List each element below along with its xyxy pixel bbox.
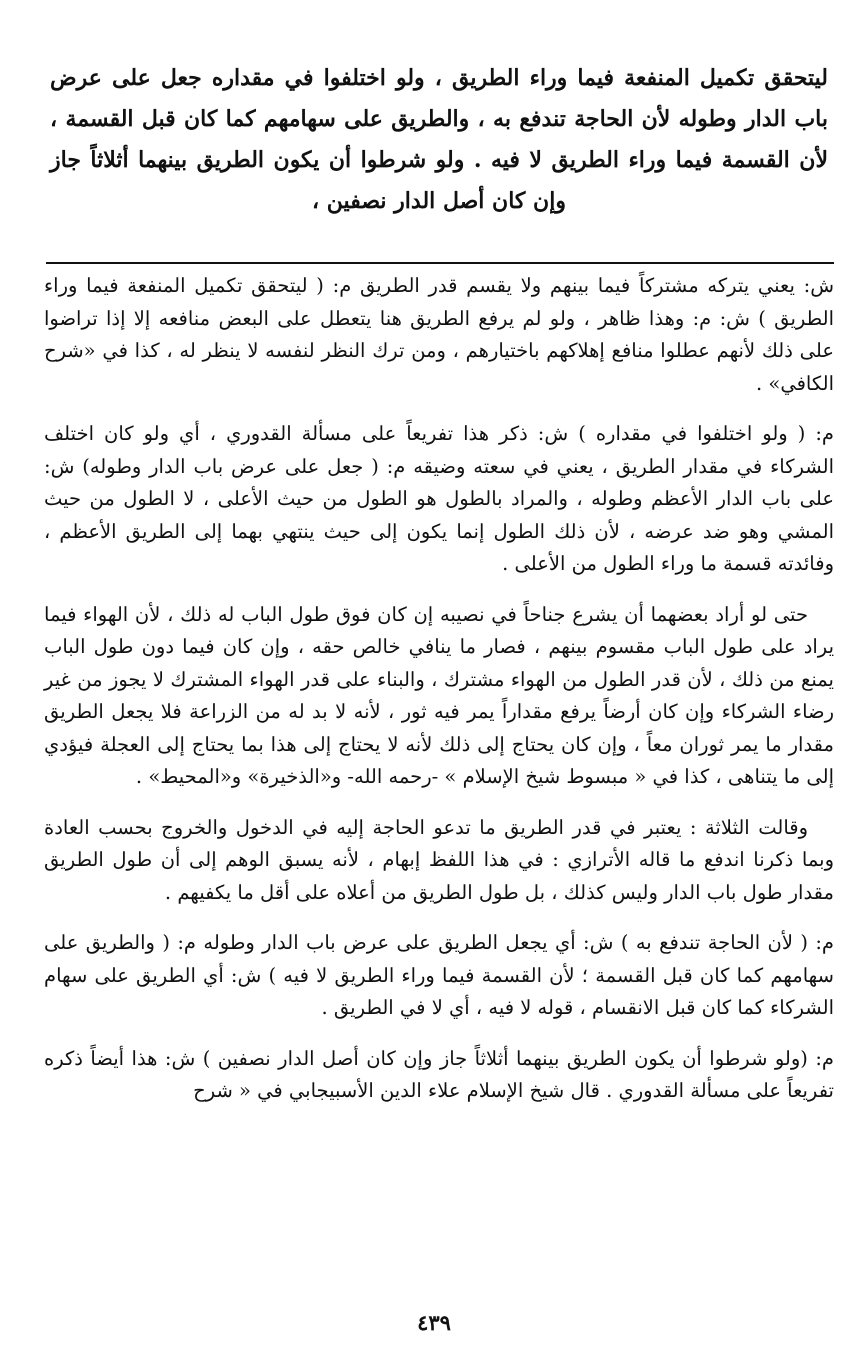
commentary-paragraph-6: م: (ولو شرطوا أن يكون الطريق بينهما أثلاثاً جاز وإن كان أصل الدار نصفين ) ش: هذا أيضاً ذكره تفريعاً على مسألة القدوري . قال شيخ الإسلام علاء الدين الأسبيجابي في « شرح (44, 1046, 834, 1102)
commentary-paragraph-2: م: ( ولو اختلفوا في مقداره ) ش: ذكر هذا تفريعاً على مسألة القدوري ، أي ولو كان اختلف الشركاء في مقدار الطريق ، يعني في سعته وضيقه م: ( جعل على عرض باب الدار وطوله) ش: على باب الدار الأعظم وطوله ، والمراد بالطول هو الطول من حيث الأعلى ، لا الطول من حيث المشي وهو ضد عرضه ، لأن ذلك الطول إنما يكون إلى حيث ينتهي بهما إلى الطريق الأعظم ، وفائدته قسمة ما وراء الطول من الأعلى . (44, 422, 834, 575)
page-number: ٤٣٩ (417, 1310, 451, 1335)
commentary (44, 270, 834, 1126)
separator-line (46, 262, 834, 264)
commentary-paragraph-1: ش: يعني يتركه مشتركاً فيما بينهم ولا يقسم قدر الطريق م: ( ليتحقق تكميل المنفعة فيما وراء الطريق ) ش: م: وهذا ظاهر ، ولو لم يرفع الطريق هنا يتعطل على البعض منافعه إلا إذا تراضوا على ذلك لأنهم عطلوا منافع إهلاكهم باختيارهم ، ومن ترك النظر لنفسه لا ينظر له ، كذا في «شرح الكافي» . (44, 274, 834, 395)
commentary-paragraph-3: حتى لو أراد بعضهما أن يشرع جناحاً في نصيبه إن كان فوق طول الباب له ذلك ، لأن الهواء فيما يراد على طول الباب مقسوم بينهم ، فصار ما ينافي خالص حقه ، وإن كان فيما دون طول الباب يمنع من ذلك ، لأن قدر الطول من الهواء مشترك ، والبناء على قدر الهواء المشترك لا يجوز من غير رضاء الشركاء وإن كان أرضاً يرفع مقداراً يمر فيه ثور ، لأنه لا بد له من الزراعة فلا يجعل الطريق مقدار ما يمر ثوران معاً ، وإن كان يحتاج إلى ذلك لأنه لا يحتاج إلى هذا بما يحتاج إلى العجلة فيؤدي إلى ما يتناهى ، كذا في « مبسوط شيخ الإسلام » -رحمه الله- و«الذخيرة» و«المحيط» . (44, 602, 834, 788)
main-text: ليتحقق تكميل المنفعة فيما وراء الطريق ، ولو اختلفوا في مقداره جعل على عرض باب الدار وطوله لأن الحاجة تندفع به ، والطريق على سهامهم كما كان قبل القسمة ، لأن القسمة فيما وراء الطريق لا فيه . ولو شرطوا أن يكون الطريق بينهما أثلاثاً جاز وإن كان أصل الدار نصفين ، (50, 65, 828, 214)
commentary-paragraph-4: وقالت الثلاثة : يعتبر في قدر الطريق ما تدعو الحاجة إليه في الدخول والخروج بحسب العادة وبما ذكرنا اندفع ما قاله الأترازي : في هذا اللفظ إبهام ، لأنه يسبق الوهم إلى أن طول الطريق مقدار طول باب الدار وليس كذلك ، بل طول الطريق من أعلاه على أقل ما يكفيهم . (44, 815, 834, 904)
commentary-paragraph-5: م: ( لأن الحاجة تندفع به ) ش: أي يجعل الطريق على عرض باب الدار وطوله م: ( والطريق على سهامهم كما كان قبل القسمة ؛ لأن القسمة فيما وراء الطريق لا فيه ) ش: أي الطريق على سهام الشركاء كما كان قبل الانقسام ، قوله لا فيه ، أي لا في الطريق . (44, 931, 834, 1019)
